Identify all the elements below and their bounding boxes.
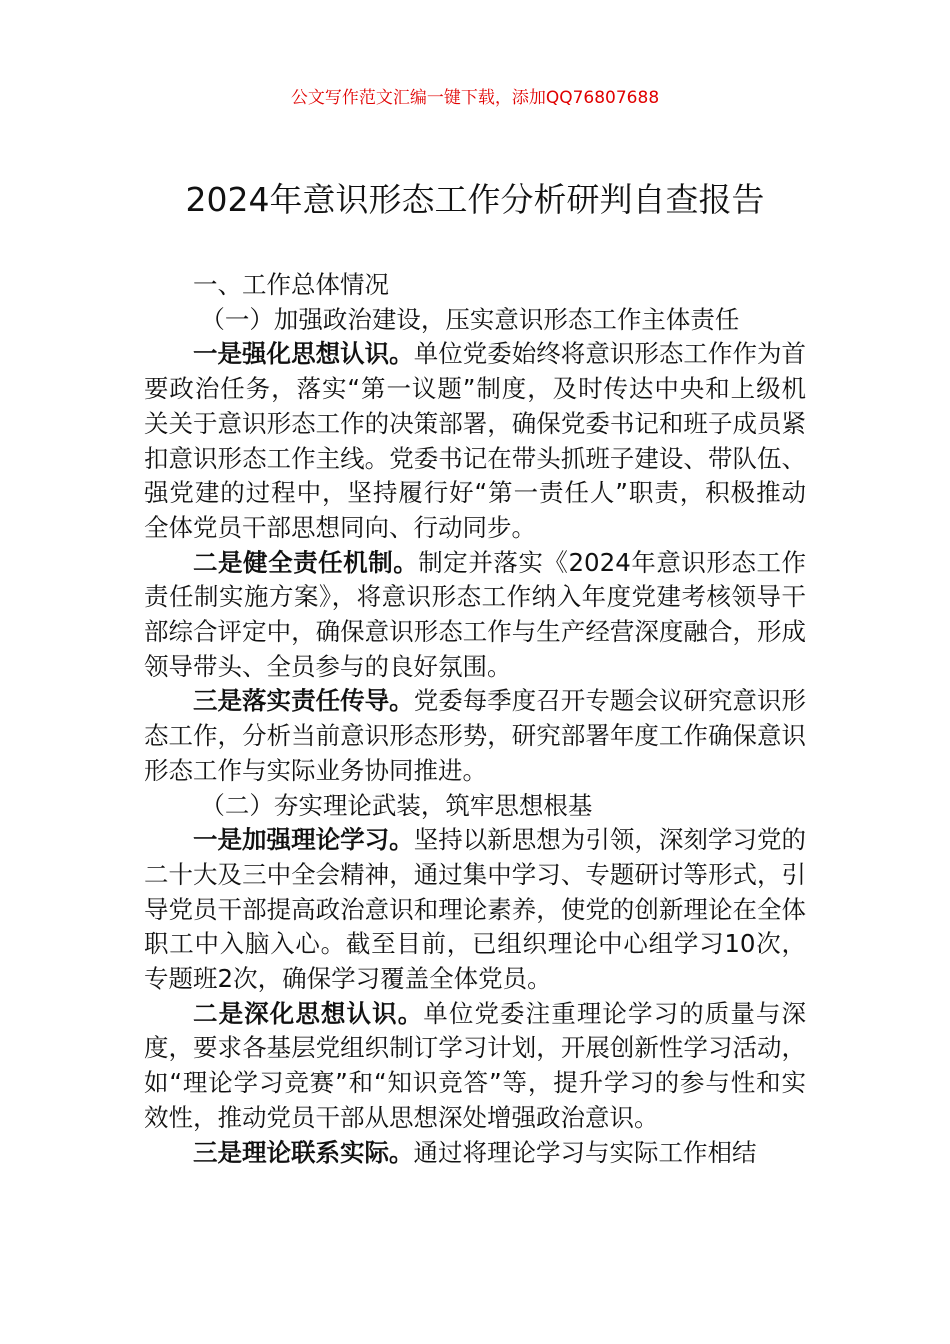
paragraph-text: 单位党委始终将意识形态工作作为首要政治任务，落实“第一议题”制度，及时传达中央和上级机关关于意识形态工作的决策部署，确保党委书记和班子成员紧扣意识形态工作主线。党委书记在带头抓班子建设、带队伍、强党建的过程中，坚持履行好“第一责任人”职责，积极推动全体党员干部思想同向、行动同步。: [144, 339, 806, 542]
paragraph-text: 党委每季度召开专题会议研究意识形态工作，分析当前意识形态形势，研究部署年度工作确保意识形态工作与实际业务协同推进。: [144, 686, 806, 785]
document-title: 2024年意识形态工作分析研判自查报告: [185, 180, 765, 219]
paragraph-lead: 二是健全责任机制。: [193, 547, 419, 577]
subsection-heading: （二）夯实理论武装，筑牢思想根基: [200, 790, 593, 820]
paragraph: [144, 337, 806, 545]
paragraph: [144, 1136, 806, 1171]
paragraph: [144, 684, 806, 788]
paragraph: [144, 823, 806, 997]
paragraph-text: 坚持以新思想为引领，深刻学习党的二十大及三中全会精神，通过集中学习、专题研讨等形式，引导党员干部提高政治意识和理论素养，使党的创新理论在全体职工中入脑入心。截至目前，已组织理论中心组学习10次，专题班2次，确保学习覆盖全体党员。: [144, 825, 806, 994]
paragraph-lead: 二是深化思想认识。: [193, 998, 424, 1028]
watermark-header: 公文写作范文汇编一键下载，添加QQ76807688: [290, 88, 660, 108]
paragraph-lead: 三是落实责任传导。: [193, 686, 414, 716]
paragraph-lead: 一是加强理论学习。: [193, 825, 414, 855]
paragraph-text: 单位党委注重理论学习的质量与深度，要求各基层党组织制订学习计划，开展创新性学习活动，如“理论学习竞赛”和“知识竞答”等，提升学习的参与性和实效性，推动党员干部从思想深处增强政治意识。: [144, 998, 807, 1132]
paragraph-text: 制定并落实《2024年意识形态工作责任制实施方案》，将意识形态工作纳入年度党建考核领导干部综合评定中，确保意识形态工作与生产经营深度融合，形成领导带头、全员参与的良好氛围。: [144, 547, 806, 681]
paragraph: [144, 997, 806, 1136]
paragraph-lead: 一是强化思想认识。: [193, 339, 414, 369]
paragraph: [144, 546, 806, 685]
document-body: [144, 268, 806, 1170]
section-heading: 一、工作总体情况: [193, 270, 389, 299]
paragraph-lead: 三是理论联系实际。: [193, 1137, 414, 1167]
subsection-heading: （一）加强政治建设，压实意识形态工作主体责任: [200, 304, 740, 334]
paragraph-text: 通过将理论学习与实际工作相结: [413, 1137, 757, 1167]
